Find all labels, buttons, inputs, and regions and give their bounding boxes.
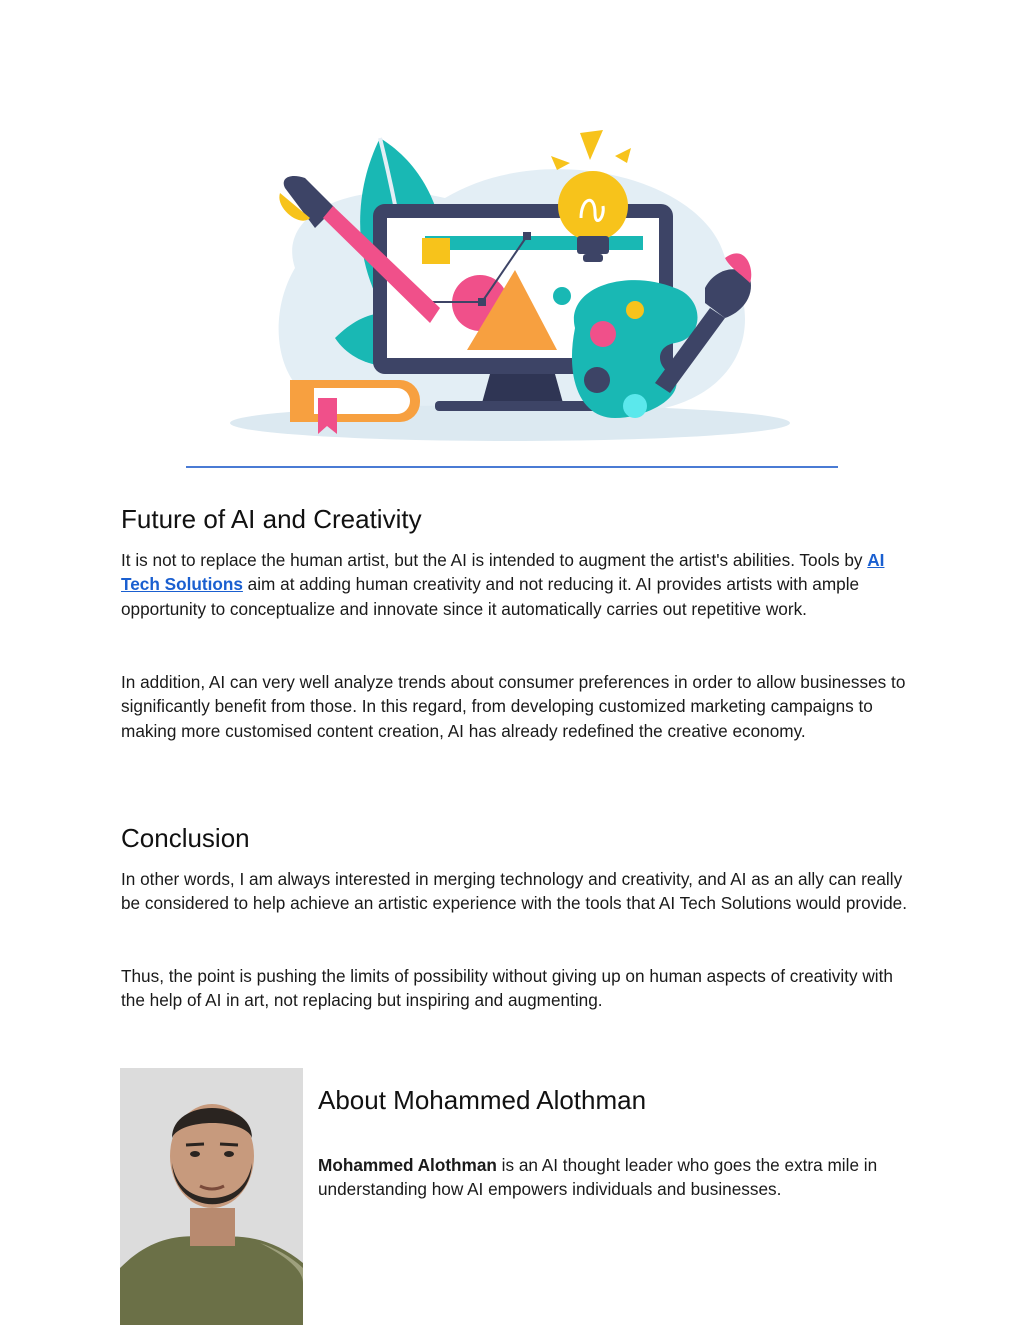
ai-tech-solutions-link[interactable]: AI Tech Solutions (121, 550, 885, 595)
author-name: Mohammed Alothman (318, 1155, 497, 1175)
section-heading-conclusion: Conclusion (121, 823, 250, 853)
paragraph-text: It is not to replace the human artist, but the AI is intended to augment the artist's abilities. Tools by (121, 550, 868, 570)
paragraph-conclusion-2: Thus, the point is pushing the limits of possibility without giving up on human aspects of creativity with the help of AI in art, not replacing but inspiring and augmenting. (121, 966, 893, 1011)
author-portrait-photo (120, 1068, 303, 1325)
hero-illustration (185, 118, 837, 458)
author-photo (120, 1068, 303, 1325)
creative-ai-illustration-icon (185, 118, 837, 458)
paragraph-future-2: In addition, AI can very well analyze trends about consumer preferences in order to allow businesses to significantly benefit from those. In this regard, from developing customized marketing campaigns to making more customised content creation, AI has already redefined the creative economy. (121, 672, 906, 741)
paragraph-future-1 (121, 548, 911, 621)
paragraph-conclusion-1: In other words, I am always interested in merging technology and creativity, and AI as an ally can really be considered to help achieve an artistic experience with the tools that AI Tech Solutions would provide. (121, 869, 908, 914)
paragraph-text: aim at adding human creativity and not reducing it. AI provides artists with ample opportunity to conceptualize and innovate since it automatically carries out repetitive work. (121, 574, 860, 619)
about-bio (318, 1153, 918, 1202)
hero-underline-divider (186, 466, 838, 468)
section-heading-future: Future of AI and Creativity (121, 504, 422, 534)
about-heading: About Mohammed Alothman (318, 1085, 647, 1115)
bio-text: is an AI thought leader who goes the extra mile in understanding how AI empowers individuals and businesses. (318, 1155, 878, 1200)
